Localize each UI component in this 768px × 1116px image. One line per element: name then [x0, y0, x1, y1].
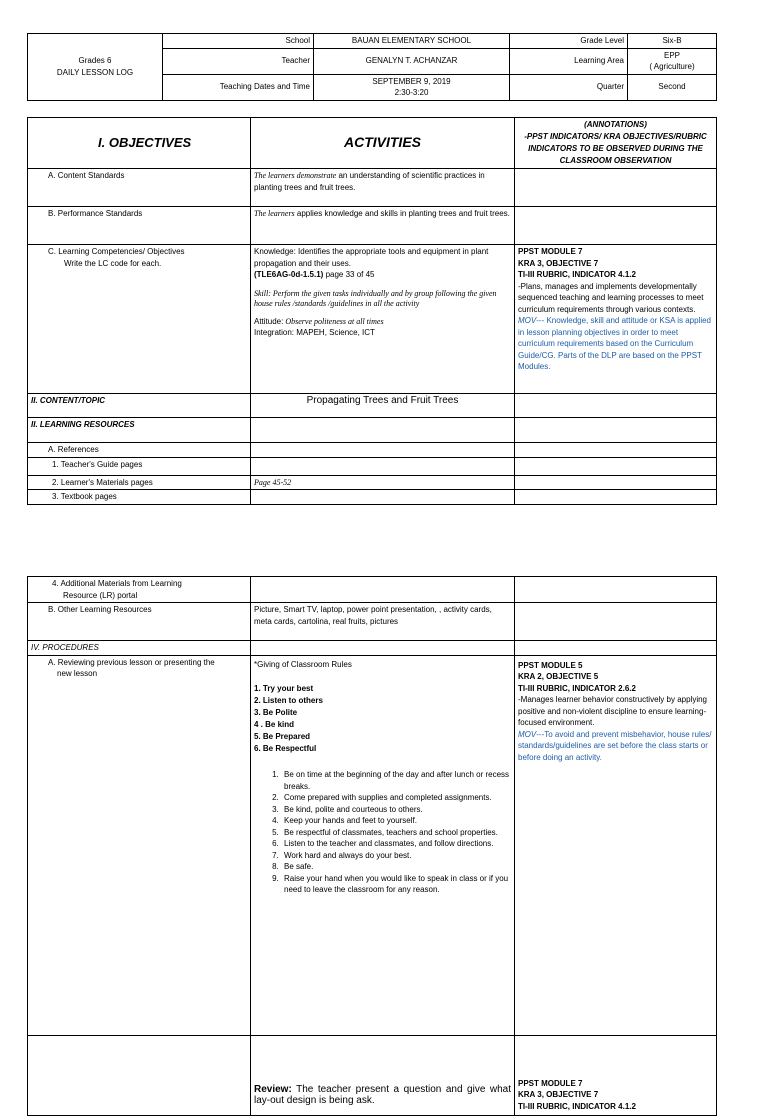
- rules-detail-item: 6. Listen to the teacher and classmates, and follow directions.: [281, 838, 511, 850]
- learning-area-line-1: EPP: [663, 50, 680, 60]
- references-value: [251, 443, 515, 458]
- review-lead: Review:: [254, 1083, 292, 1095]
- content-standards-label: A. Content Standards: [28, 169, 251, 207]
- other-resources-label: B. Other Learning Resources: [28, 603, 251, 641]
- grade-level-value: Six-B: [628, 34, 717, 49]
- performance-standards-text: applies knowledge and skills in planting trees and fruit trees.: [294, 209, 510, 218]
- ann2-mov-label: MOV: [518, 729, 537, 739]
- ann2-kra: KRA 2, OBJECTIVE 5: [518, 672, 599, 681]
- textbook-annotation: [515, 490, 717, 505]
- procedures-value: [251, 641, 515, 656]
- grades-text: Grades 6: [78, 56, 112, 66]
- competencies-label-1: C. Learning Competencies/ Objectives: [48, 247, 185, 256]
- attitude-body: Observe politeness at all times: [283, 316, 384, 326]
- ann1-description: -Plans, manages and implements developmentally sequenced teaching and learning processes to meet curriculum requirements through various contexts.: [518, 281, 704, 314]
- content-standards-text: an understanding of scientific practices in planting trees and fruit trees.: [254, 171, 485, 192]
- time-text: 2:30-3:20: [394, 88, 429, 97]
- skill-text: Skill: Perform the given tasks individually and by group following the given house rules /standards /guidelines in all the activity: [254, 288, 497, 308]
- activities-heading: ACTIVITIES: [251, 118, 515, 169]
- content-standards-annotation: [515, 169, 717, 207]
- header-table: [27, 33, 717, 101]
- additional-materials-value: [251, 577, 515, 603]
- ann1-mov: [518, 315, 713, 373]
- school-label: School: [163, 34, 314, 49]
- learning-resources-label: II. LEARNING RESOURCES: [28, 418, 251, 443]
- reviewing-label-1: A. Reviewing previous lesson or presenting the: [48, 657, 215, 667]
- teachers-guide-value: [251, 457, 515, 475]
- teachers-guide-annotation: [515, 457, 717, 475]
- textbook-label: 3. Textbook pages: [28, 490, 251, 505]
- textbook-value: [251, 490, 515, 505]
- rule-item: 4 . Be kind: [254, 720, 295, 729]
- additional-materials-label: [28, 577, 251, 603]
- school-value: BAUAN ELEMENTARY SCHOOL: [314, 34, 510, 49]
- knowledge-label: Knowledge:: [254, 247, 296, 256]
- ann3-rubric: TI-III RUBRIC, INDICATOR 4.1.2: [518, 1101, 636, 1111]
- review-row-value: [251, 1035, 515, 1115]
- other-resources-value: Picture, Smart TV, laptop, power point presentation, , activity cards, meta cards, cartolina, real fruits, pictures: [251, 603, 515, 641]
- rules-list: [254, 683, 511, 755]
- additional-materials-line-2: Resource (LR) portal: [63, 590, 138, 600]
- reviewing-annotation: [515, 655, 717, 1035]
- ann2-description: -Manages learner behavior constructively by applying positive and non-violent discipline to ensure learning-focused environment.: [518, 695, 707, 727]
- learning-resources-value: [251, 418, 515, 443]
- annotations-heading: (ANNOTATIONS): [584, 120, 647, 129]
- content-topic-value: Propagating Trees and Fruit Trees: [251, 394, 515, 418]
- rules-detail-item: 2. Come prepared with supplies and completed assignments.: [281, 792, 511, 804]
- ann1-module: PPST MODULE 7: [518, 247, 583, 256]
- review-row-label: [28, 1035, 251, 1115]
- knowledge-body: Identifies the appropriate tools and equipment in plant propagation and their uses.: [254, 247, 489, 268]
- log-title-cell: [28, 34, 163, 101]
- dates-label: Teaching Dates and Time: [163, 74, 314, 100]
- ann2-rubric: TI-III RUBRIC, INDICATOR 2.6.2: [518, 683, 636, 693]
- reviewing-value: [251, 655, 515, 1035]
- performance-standards-lead: The learners: [254, 209, 295, 218]
- teachers-guide-label: 1. Teacher's Guide pages: [28, 457, 251, 475]
- rules-heading: *Giving of Classroom Rules: [254, 659, 352, 669]
- references-label: A. References: [28, 443, 251, 458]
- objectives-table: [27, 117, 717, 505]
- lc-page: page 33 of 45: [323, 270, 375, 279]
- date-text: SEPTEMBER 9, 2019: [372, 76, 451, 86]
- learning-area-line-2: ( Agriculture): [649, 62, 695, 71]
- learning-area-value: [628, 48, 717, 74]
- learning-resources-annotation: [515, 418, 717, 443]
- ann3-module: PPST MODULE 7: [518, 1078, 583, 1088]
- quarter-value: Second: [628, 74, 717, 100]
- ann2-mov-text: ---To avoid and prevent misbehavior, house rules/ standards/guidelines are set before the class starts or before doing an activity.: [518, 729, 712, 762]
- reviewing-label-2: new lesson: [57, 669, 98, 678]
- additional-materials-line-1: 4. Additional Materials from Learning: [52, 579, 182, 588]
- rule-item: 3. Be Polite: [254, 708, 298, 717]
- lc-code-line: [254, 269, 511, 281]
- content-standards-lead: The learners demonstrate: [254, 171, 337, 180]
- rules-detail-item: 4. Keep your hands and feet to yourself.: [281, 815, 511, 827]
- procedures-label: IV. PROCEDURES: [28, 641, 251, 656]
- references-annotation: [515, 443, 717, 458]
- objectives-heading: I. OBJECTIVES: [28, 118, 251, 169]
- rules-detail-item: 5. Be respectful of classmates, teachers and school properties.: [281, 827, 511, 839]
- ann2-module: PPST MODULE 5: [518, 660, 583, 670]
- procedures-annotation: [515, 641, 717, 656]
- quarter-label: Quarter: [510, 74, 628, 100]
- ann1-rubric: TI-III RUBRIC, INDICATOR 4.1.2: [518, 270, 636, 279]
- performance-standards-annotation: [515, 207, 717, 245]
- rule-item: 5. Be Prepared: [254, 732, 311, 741]
- integration-text: Integration: MAPEH, Science, ICT: [254, 328, 375, 337]
- lc-code: (TLE6AG-0d-1.5.1): [254, 270, 324, 279]
- grade-level-label: Grade Level: [510, 34, 628, 49]
- dates-value: [314, 74, 510, 100]
- attitude-text: [254, 316, 511, 328]
- performance-standards-value: [251, 207, 515, 245]
- log-title: DAILY LESSON LOG: [56, 67, 134, 77]
- competencies-label: [28, 245, 251, 394]
- learners-materials-value: Page 45-52: [251, 475, 515, 490]
- content-topic-annotation: [515, 394, 717, 418]
- rules-detail-item: 3. Be kind, polite and courteous to others.: [281, 804, 511, 816]
- procedures-table: [27, 576, 717, 1116]
- annotations-heading-cell: [515, 118, 717, 169]
- other-resources-annotation: [515, 603, 717, 641]
- knowledge-text: [254, 246, 511, 269]
- teacher-value: GENALYN T. ACHANZAR: [314, 48, 510, 74]
- rule-item: 1. Try your best: [254, 684, 314, 693]
- ann1-mov-label: MOV: [518, 316, 537, 325]
- rules-detail-item: 9. Raise your hand when you would like to speak in class or if you need to leave the classroom for any reason.: [281, 873, 511, 896]
- competencies-label-2: Write the LC code for each.: [64, 258, 162, 268]
- annotations-subheading: -PPST INDICATORS/ KRA OBJECTIVES/RUBRIC INDICATORS TO BE OBSERVED DURING THE CLASSROOM OBSERVATION: [524, 132, 707, 165]
- content-topic-label: II. CONTENT/TOPIC: [28, 394, 251, 418]
- rule-item: 2. Listen to others: [254, 696, 323, 705]
- learning-area-label: Learning Area: [510, 48, 628, 74]
- rule-item: 6. Be Respectful: [254, 744, 317, 753]
- competencies-annotation: [515, 245, 717, 394]
- review-row-annotation: [515, 1035, 717, 1115]
- additional-materials-annotation: [515, 577, 717, 603]
- ann1-kra: KRA 3, OBJECTIVE 7: [518, 258, 599, 268]
- reviewing-label: [28, 655, 251, 1035]
- rules-detail-list: [254, 769, 511, 896]
- rules-detail-item: 1. Be on time at the beginning of the day and after lunch or recess breaks.: [281, 769, 511, 792]
- learners-materials-annotation: [515, 475, 717, 490]
- ann1-mov-text: --- Knowledge, skill and attitude or KSA is applied in lesson planning objectives in order to meet curriculum requirements based on the Curriculum Guide/CG. Parts of the DLP are based on the PPST Modules.: [518, 316, 711, 371]
- ann3-kra: KRA 3, OBJECTIVE 7: [518, 1090, 599, 1099]
- rules-detail-item: 8. Be safe.: [281, 861, 511, 873]
- learners-materials-label: 2. Learner's Materials pages: [28, 475, 251, 490]
- content-standards-value: [251, 169, 515, 207]
- competencies-value: [251, 245, 515, 394]
- rules-detail-item: 7. Work hard and always do your best.: [281, 850, 511, 862]
- review-body: The teacher present a question and give what lay-out design is being ask.: [254, 1083, 511, 1106]
- performance-standards-label: B. Performance Standards: [28, 207, 251, 245]
- attitude-label: Attitude:: [254, 316, 284, 326]
- review-text: [254, 1084, 511, 1107]
- teacher-label: Teacher: [163, 48, 314, 74]
- ann2-mov: [518, 729, 713, 764]
